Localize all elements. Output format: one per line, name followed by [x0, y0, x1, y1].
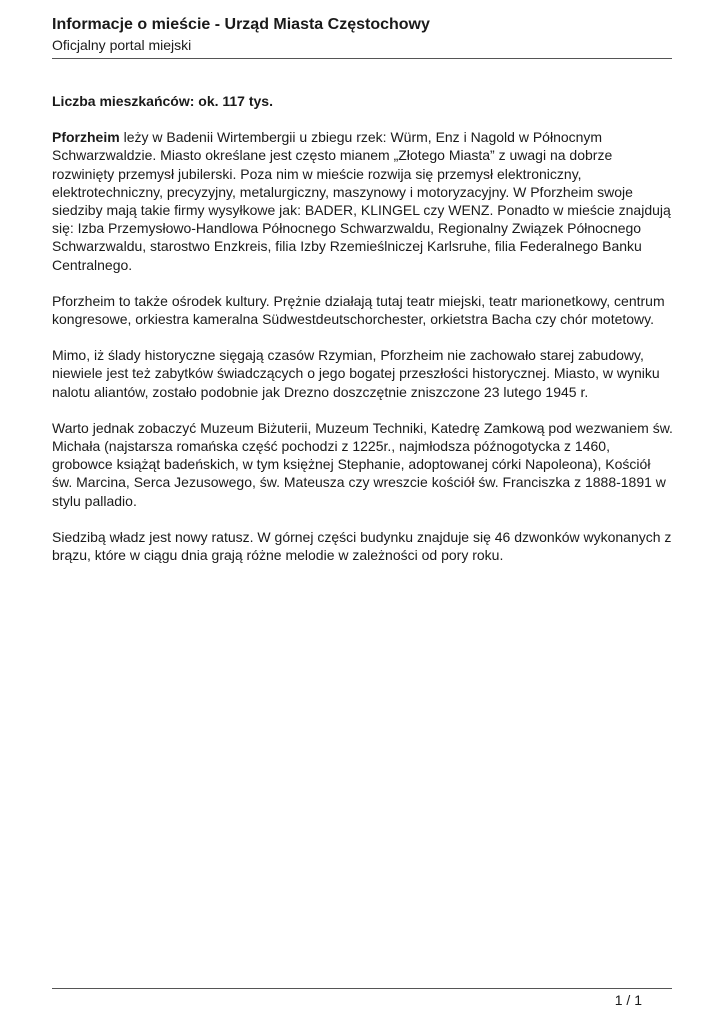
city-name-lead: Pforzheim — [52, 129, 120, 146]
page-number: 1 / 1 — [614, 992, 642, 1008]
page-subtitle: Oficjalny portal miejski — [52, 37, 192, 53]
header-divider — [52, 58, 672, 59]
intro-text: leży w Badenii Wirtembergii u zbiegu rzek: Würm, Enz i Nagold w Północnym Schwarzwaldzie. Miasto określane jest często mianem „Złotego Miasta” z uwagi na dobrze rozwinięty przemysł jubilerski. Poza nim w mieście rozwija się przemysł elektroniczny, elektrotechniczny, precyzyjny, metalurgiczny, maszynowy i motoryzacyjny. W Pforzheim swoje siedziby mają takie firmy wysyłkowe jak: BADER, KLINGEL czy WENZ. Ponadto w mieście znajdują się: Izba Przemysłowo-Handlowa Północnego Schwarzwaldu, Regionalny Związek Północnego Schwarzwaldu, starostwo Enzkreis, filia Izby Rzemieślniczej Karlsruhe, filia Federalnego Banku Centralnego. — [52, 129, 671, 273]
culture-paragraph: Pforzheim to także ośrodek kultury. Prężnie działają tutaj teatr miejski, teatr marionetkowy, centrum kongresowe, orkiestra kameralna Südwestdeutschorchester, orkietstra Bacha czy chór motetowy. — [52, 292, 665, 328]
intro-paragraph — [52, 128, 674, 274]
sights-paragraph: Warto jednak zobaczyć Muzeum Biżuterii, Muzeum Techniki, Katedrę Zamkową pod wezwaniem św. Michała (najstarsza romańska część pochodzi z 1225r., najmłodsza późnogotycka z 1460, grobowce książąt badeńskich, w tym księżnej Stephanie, adoptowanej córki Napoleona), Kościół św. Marcina, Serca Jezusowego, św. Mateusza czy wreszcie kościół św. Franciszka z 1888-1891 w stylu palladio. — [52, 419, 673, 509]
population-heading: Liczba mieszkańców: ok. 117 tys. — [52, 93, 273, 109]
footer-divider — [52, 988, 672, 989]
history-paragraph: Mimo, iż ślady historyczne sięgają czasów Rzymian, Pforzheim nie zachowało starej zabudowy, niewiele jest też zabytków świadczących o jego bogatej przeszłości historycznej. Miasto, w wyniku nalotu aliantów, zostało podobnie jak Drezno doszczętnie zniszczone 23 lutego 1945 r. — [52, 347, 660, 400]
page-header — [52, 15, 672, 55]
townhall-paragraph: Siedzibą władz jest nowy ratusz. W górnej części budynku znajduje się 46 dzwonków wykonanych z brązu, które w ciągu dnia grają różne melodie w zależności od pory roku. — [52, 528, 672, 564]
page-title: Informacje o mieście - Urząd Miasta Częstochowy — [52, 16, 430, 33]
article-body — [52, 92, 674, 582]
